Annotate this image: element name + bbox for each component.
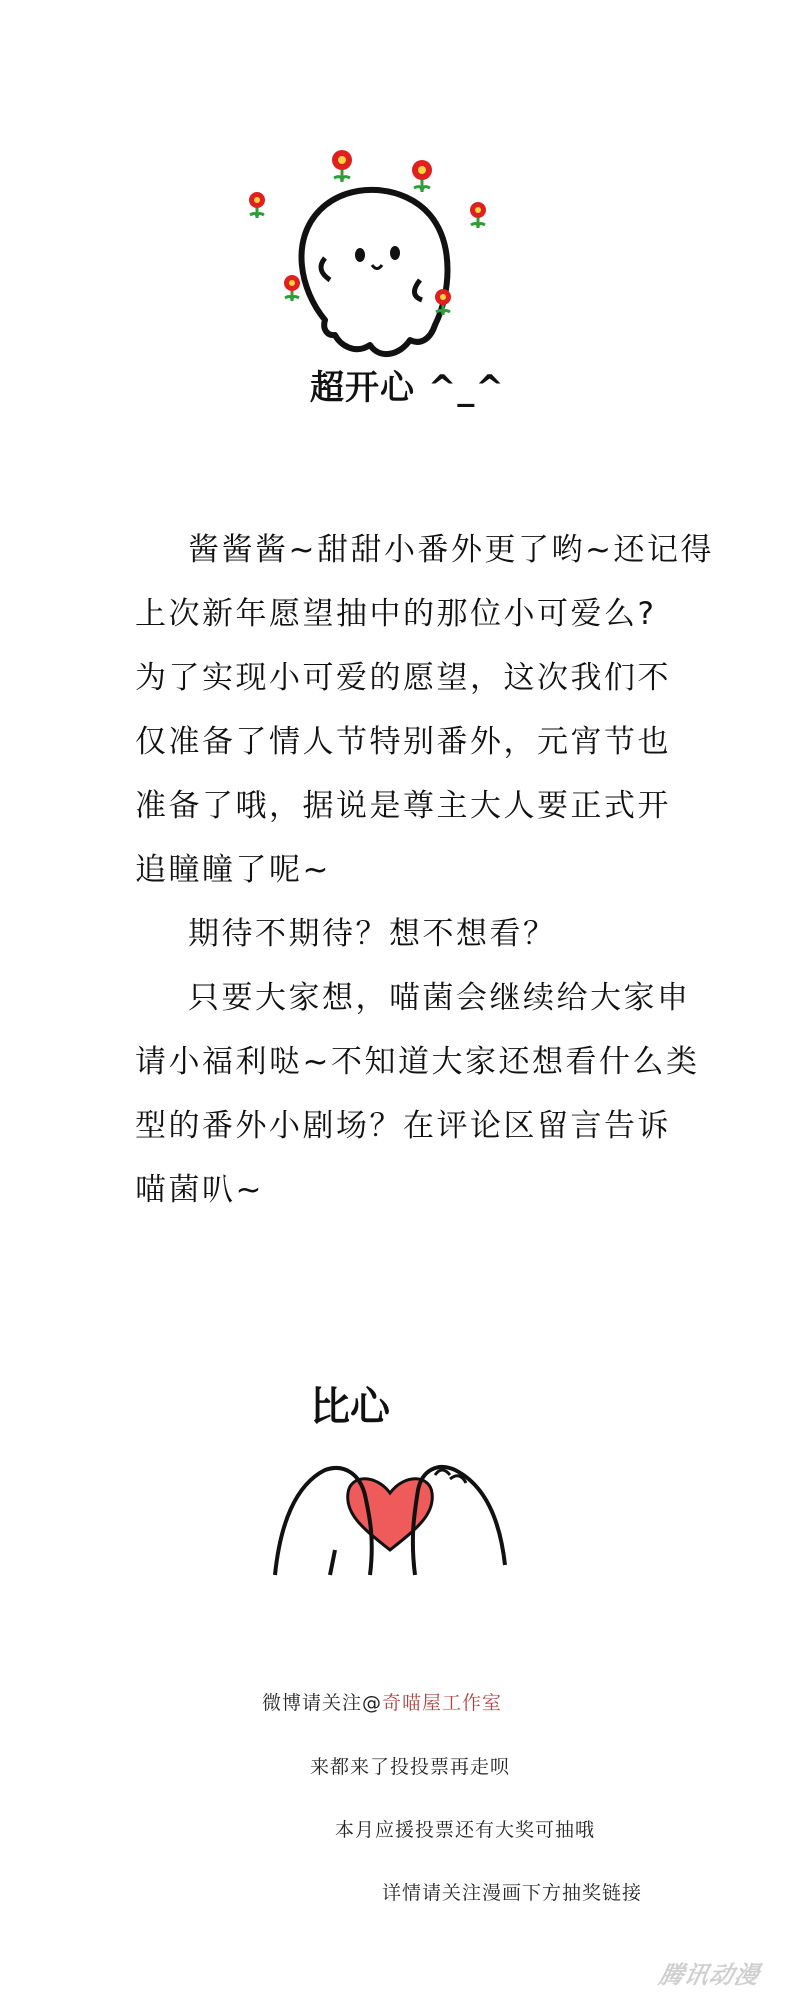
line: 酱酱酱~甜甜小番外更了哟~还记得 bbox=[188, 532, 714, 568]
weibo-prefix: 微博请关注@ bbox=[262, 1692, 383, 1714]
weibo-account-link[interactable]: 奇喵屋工作室 bbox=[382, 1692, 503, 1714]
article-body bbox=[135, 518, 715, 1222]
tencent-comic-watermark: 腾讯动漫 bbox=[656, 1961, 763, 1989]
hands-heart-icon bbox=[270, 1375, 510, 1585]
lottery-link-line: 详情请关注漫画下方抽奖链接 bbox=[382, 1882, 643, 1904]
paragraph-1 bbox=[135, 518, 715, 902]
vote-request-line: 来都来了投投票再走呗 bbox=[310, 1756, 511, 1778]
monthly-vote-prize-line: 本月应援投票还有大奖可抽哦 bbox=[335, 1819, 596, 1841]
line: 请小福利哒~不知道大家还想看什么类 bbox=[135, 1044, 700, 1080]
line: 追瞳瞳了呢~ bbox=[135, 852, 331, 888]
weibo-follow-line bbox=[262, 1688, 502, 1715]
line: 型的番外小剧场？在评论区留言告诉 bbox=[135, 1108, 671, 1144]
line: 仅准备了情人节特别番外，元宵节也 bbox=[135, 724, 671, 760]
line: 上次新年愿望抽中的那位小可爱么? bbox=[135, 596, 657, 632]
paragraph-3 bbox=[135, 966, 715, 1222]
paragraph-2 bbox=[135, 902, 715, 966]
line: 准备了哦，据说是尊主大人要正式开 bbox=[135, 788, 671, 824]
line: 喵菌叭~ bbox=[135, 1172, 264, 1208]
sticker-caption: 比心 bbox=[310, 1384, 390, 1430]
line: 期待不期待？想不想看？ bbox=[188, 916, 557, 952]
line: 只要大家想，喵菌会继续给大家申 bbox=[188, 980, 691, 1016]
sticker-caption: 超开心 ^_^ bbox=[310, 368, 505, 408]
line: 为了实现小可爱的愿望，这次我们不 bbox=[135, 660, 671, 696]
